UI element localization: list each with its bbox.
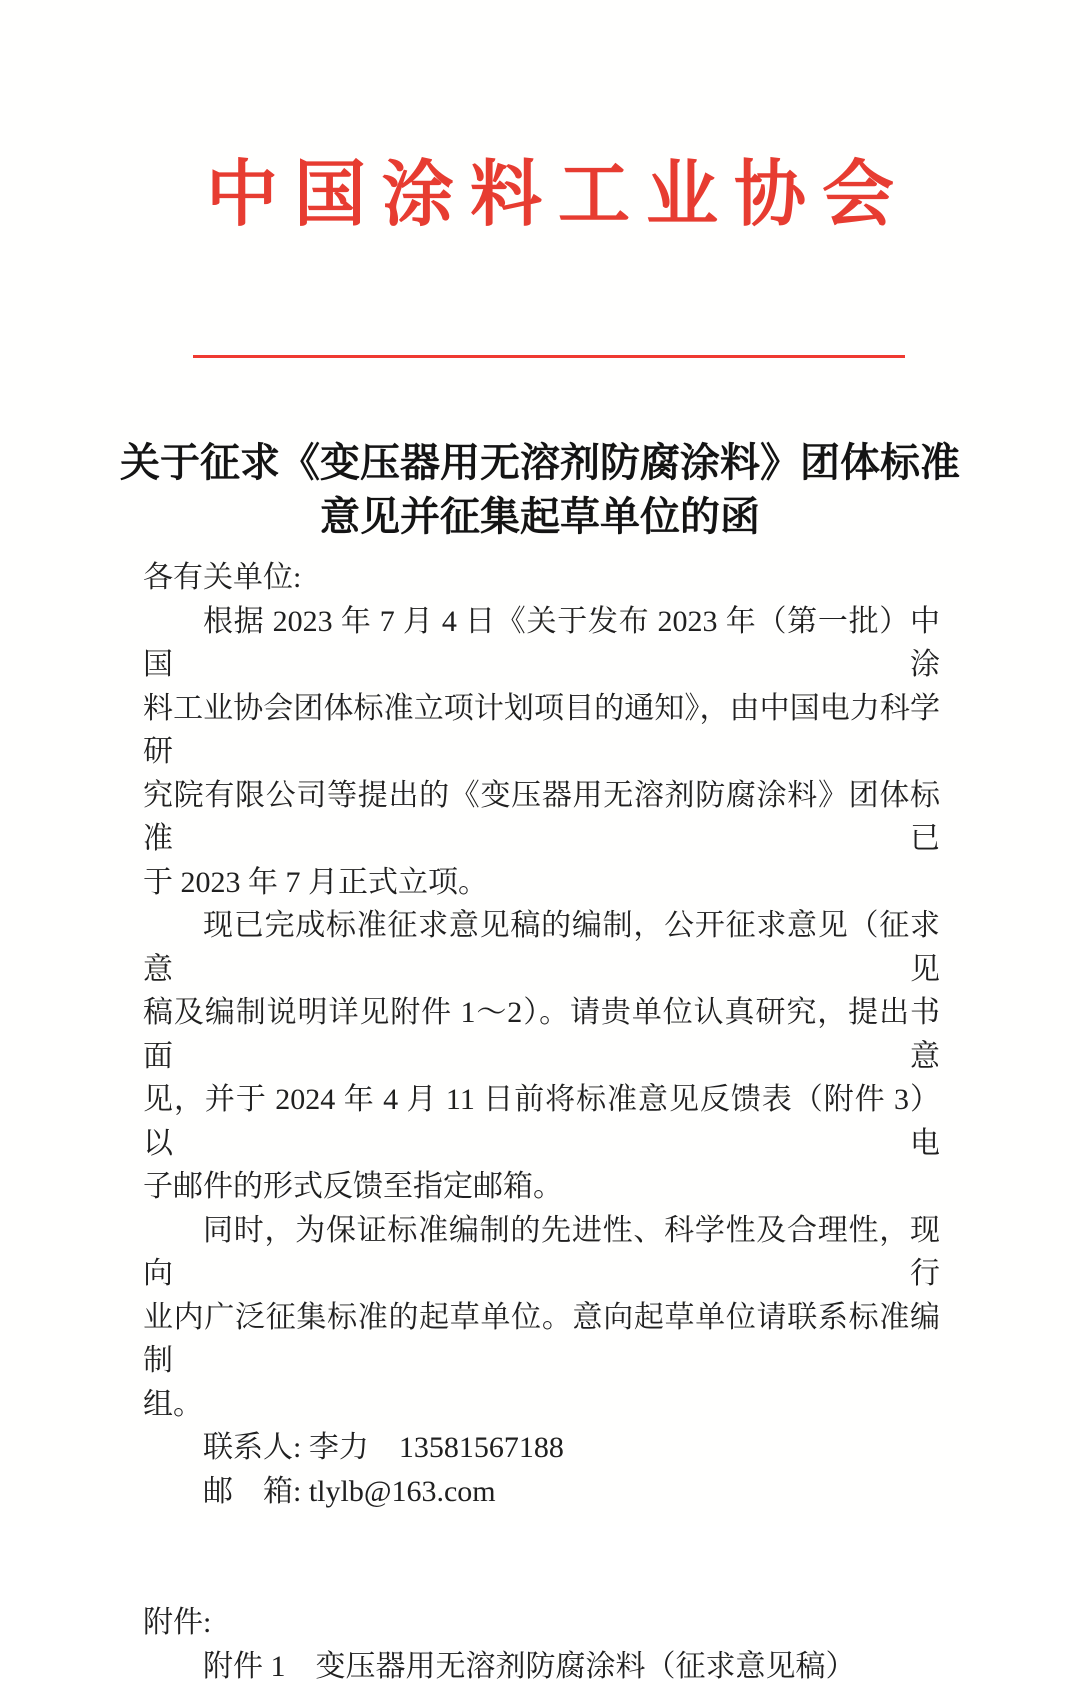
letter-body (143, 556, 940, 1688)
document-title (0, 436, 1080, 544)
body-line: 组。 (143, 1383, 940, 1427)
document-title-line1: 关于征求《变压器用无溶剂防腐涂料》团体标准 (0, 436, 1080, 490)
body-line: 稿及编制说明详见附件 1～2）。请贵单位认真研究，提出书面意 (143, 991, 940, 1078)
contact-person-line: 联系人: 李力 13581567188 (143, 1426, 940, 1470)
body-line: 料工业协会团体标准立项计划项目的通知》，由中国电力科学研 (143, 687, 940, 774)
attachments-block (143, 1601, 940, 1688)
attachments-label: 附件: (143, 1601, 940, 1645)
body-line: 于 2023 年 7 月正式立项。 (143, 861, 940, 905)
letterhead-divider (193, 355, 905, 358)
salutation: 各有关单位: (143, 556, 940, 600)
body-line: 业内广泛征集标准的起草单位。意向起草单位请联系标准编制 (143, 1296, 940, 1383)
document-title-line2: 意见并征集起草单位的函 (0, 490, 1080, 544)
body-line: 究院有限公司等提出的《变压器用无溶剂防腐涂料》团体标准已 (143, 774, 940, 861)
body-line: 子邮件的形式反馈至指定邮箱。 (143, 1165, 940, 1209)
body-line: 根据 2023 年 7 月 4 日《关于发布 2023 年（第一批）中国涂 (143, 600, 940, 687)
body-line: 现已完成标准征求意见稿的编制，公开征求意见（征求意见 (143, 904, 940, 991)
attachment-item: 附件 1 变压器用无溶剂防腐涂料（征求意见稿） (143, 1645, 940, 1688)
body-line: 同时，为保证标准编制的先进性、科学性及合理性，现向行 (143, 1209, 940, 1296)
paragraph-1 (143, 600, 940, 905)
body-line: 见，并于 2024 年 4 月 11 日前将标准意见反馈表（附件 3）以电 (143, 1078, 940, 1165)
contact-block (143, 1426, 940, 1513)
org-letterhead-title: 中国涂料工业协会 (0, 0, 1080, 240)
contact-email-line: 邮 箱: tlylb@163.com (143, 1470, 940, 1514)
paragraph-3 (143, 1209, 940, 1427)
paragraph-2 (143, 904, 940, 1209)
